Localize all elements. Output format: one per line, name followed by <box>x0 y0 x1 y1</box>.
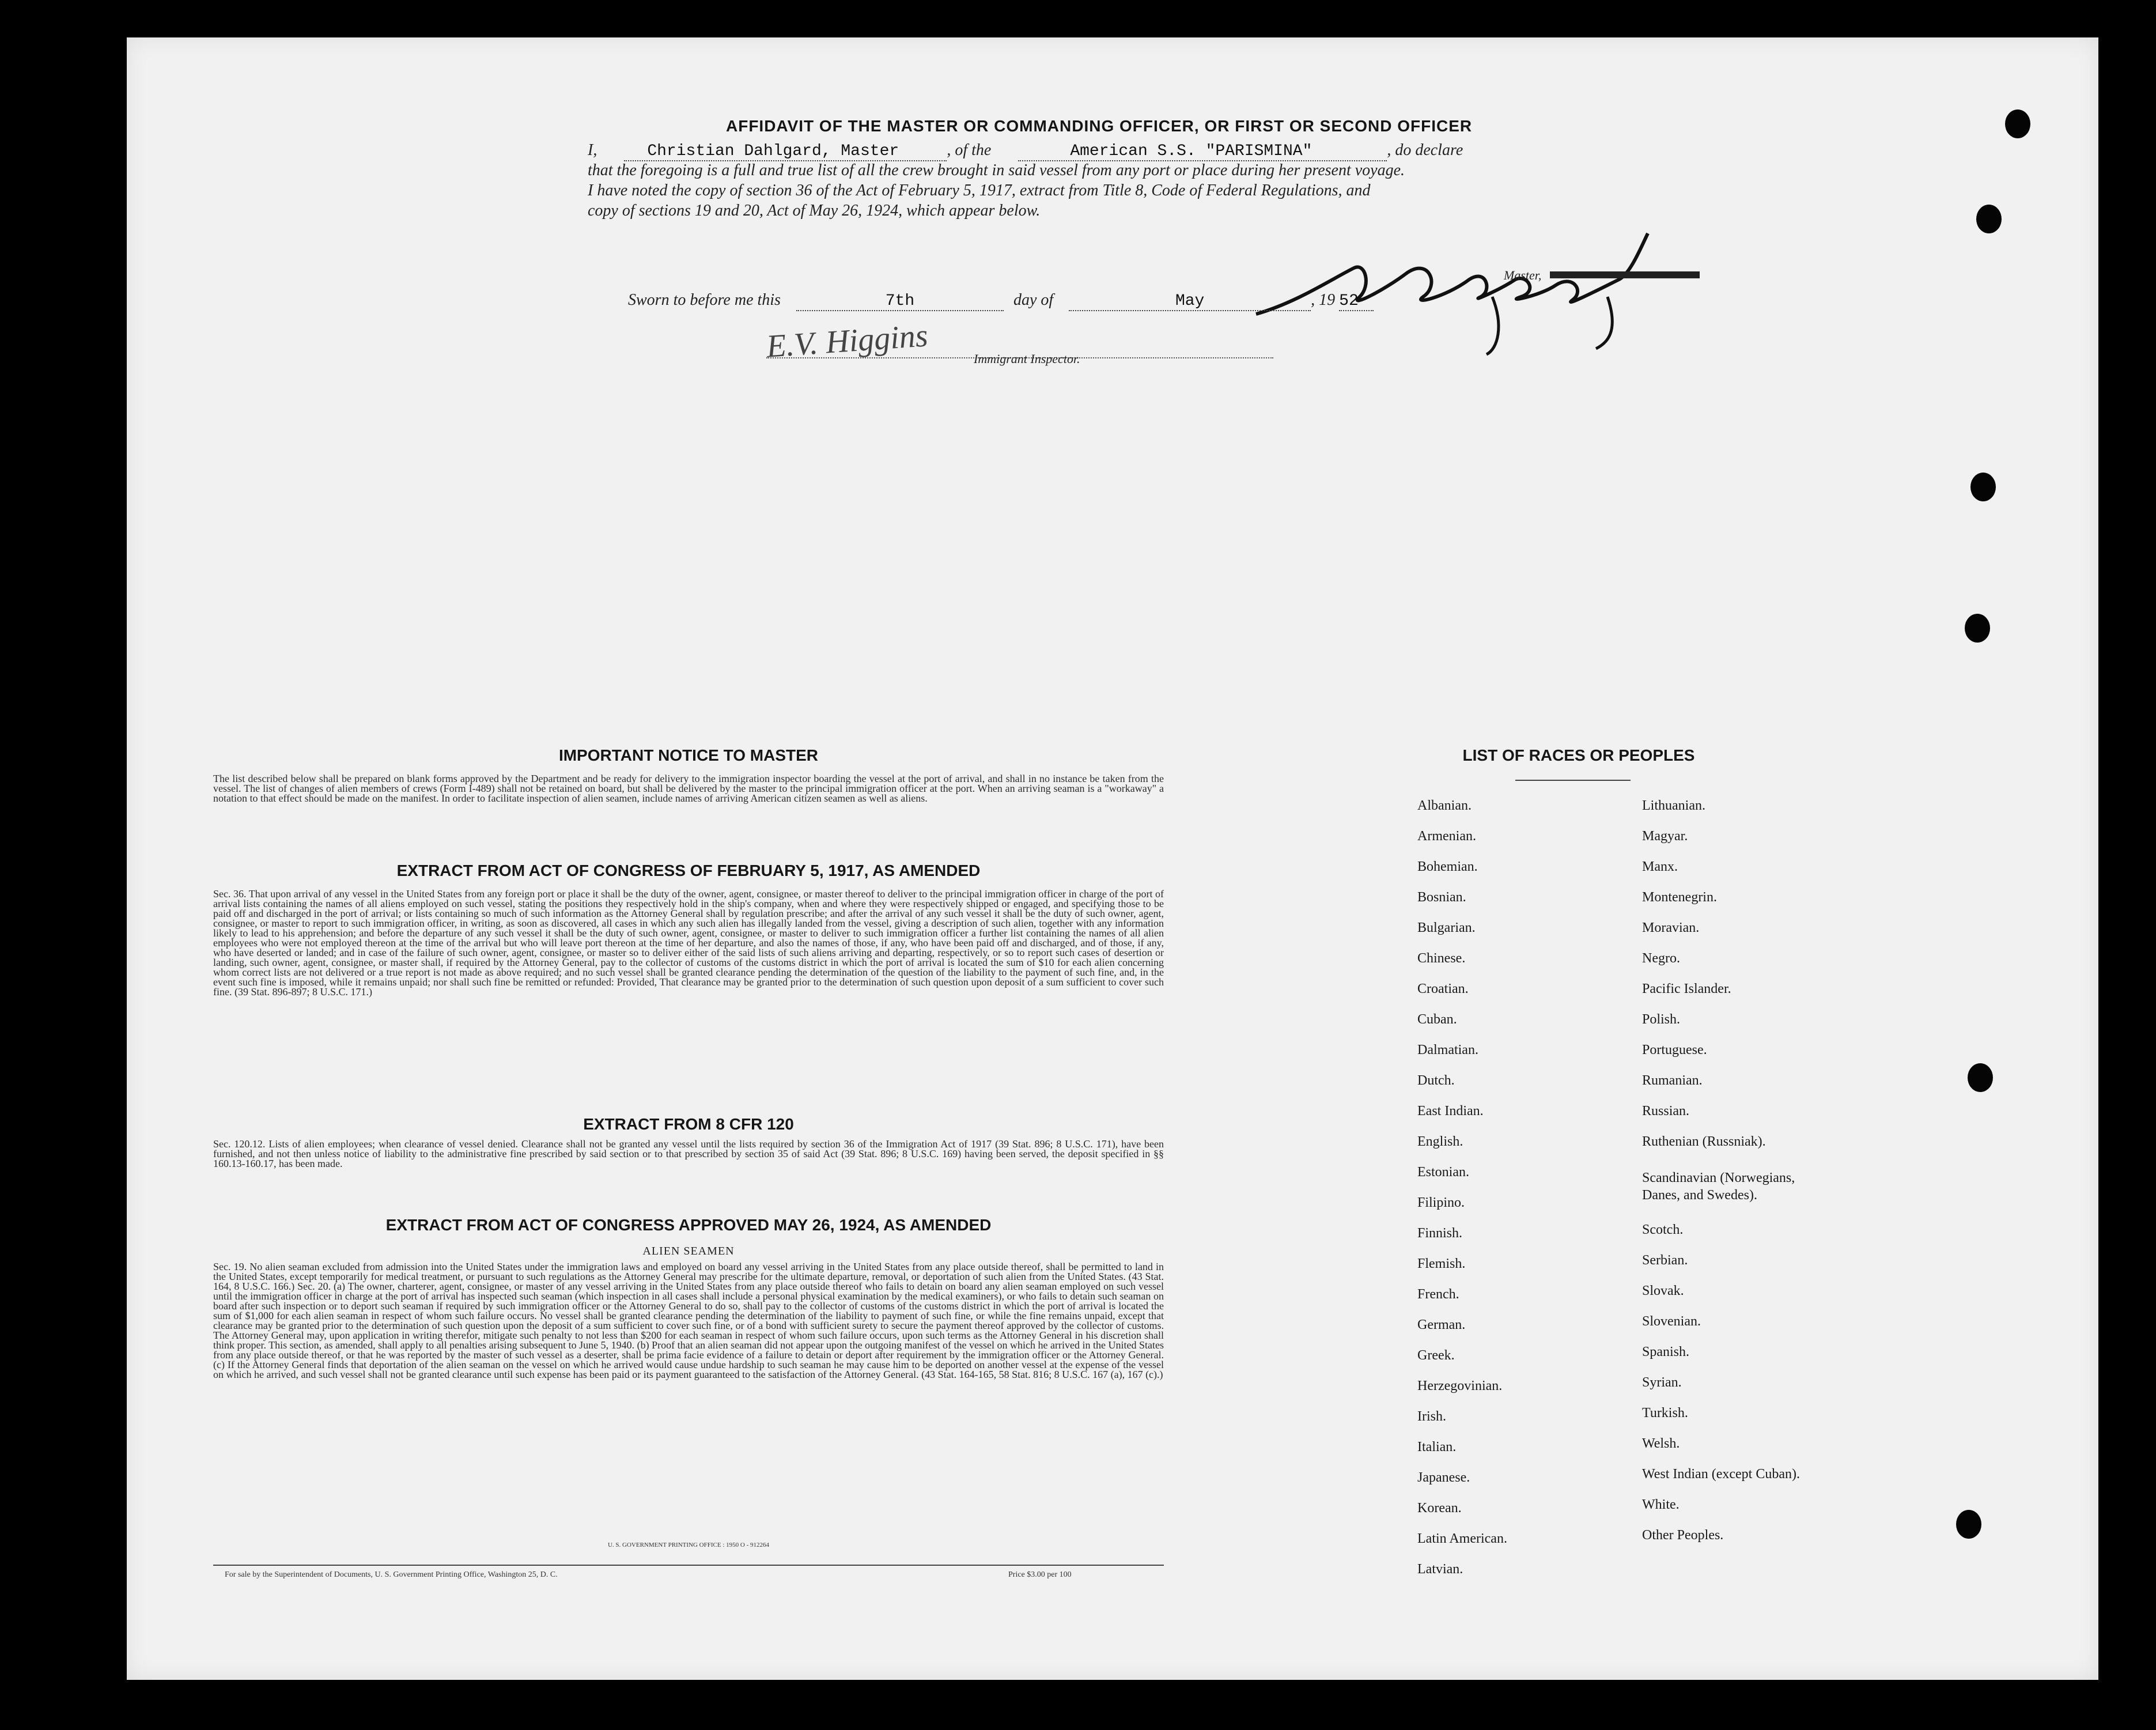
notice-text: The list described below shall be prepared on blank forms approved by the Department and be ready for delivery to the immigration inspector boarding the vessel at the port of arrival, and shall in no instance be taken from the vessel. The list of changes of alien members of crews (Form I-489) shall not be retained on board, but shall be delivered by the master to the principal immigration officer at the port. When an arriving seaman is a "workaway" a notation to that effect should be made on the manifest. In order to facilitate inspection of alien seamen, include names of arriving American citizen seamen as well as aliens. <box>213 773 1164 804</box>
extract-cfr-title: EXTRACT FROM 8 CFR 120 <box>583 1115 794 1133</box>
declaration-line-3: I have noted the copy of section 36 of the Act of February 5, 1917, extract from Title 8, Code of Federal Regulations, and <box>588 182 1371 199</box>
race-item: Herzegovinian. <box>1417 1378 1503 1393</box>
inspector-signature: E.V. Higgins <box>765 318 929 365</box>
document-page <box>127 37 2098 1680</box>
race-item: Filipino. <box>1417 1195 1465 1210</box>
race-item: Croatian. <box>1417 981 1469 996</box>
sworn-month-field: May <box>1175 292 1205 310</box>
race-item: Syrian. <box>1642 1375 1682 1390</box>
race-item: Negro. <box>1642 951 1680 966</box>
race-item: Latvian. <box>1417 1562 1463 1577</box>
race-item: Polish. <box>1642 1012 1681 1027</box>
race-item: Russian. <box>1642 1104 1690 1119</box>
race-item: Japanese. <box>1417 1470 1470 1485</box>
race-item: Scotch. <box>1642 1222 1684 1237</box>
race-item: Welsh. <box>1642 1436 1680 1451</box>
declaration-line-2: that the foregoing is a full and true list of all the crew brought in said vessel from any port or place during her present voyage. <box>588 161 1405 179</box>
extract-1924-title: EXTRACT FROM ACT OF CONGRESS APPROVED MAY 26, 1924, AS AMENDED <box>385 1216 992 1234</box>
race-item: Slovak. <box>1642 1283 1684 1298</box>
race-item: Lithuanian. <box>1642 798 1705 813</box>
master-name-field: Christian Dahlgard, Master <box>647 142 899 160</box>
race-item: German. <box>1417 1317 1466 1332</box>
extract-1917-title: EXTRACT FROM ACT OF CONGRESS OF FEBRUARY 5, 1917, AS AMENDED <box>396 862 981 879</box>
race-item: Estonian. <box>1417 1165 1469 1180</box>
master-label: Master, <box>1504 268 1542 282</box>
race-item: Flemish. <box>1417 1256 1466 1271</box>
sworn-label: Sworn to before me this <box>628 291 781 309</box>
race-item: White. <box>1642 1497 1680 1512</box>
race-item: Bohemian. <box>1417 859 1478 874</box>
race-item: Danes, and Swedes). <box>1642 1188 1757 1203</box>
race-item: Greek. <box>1417 1348 1455 1363</box>
binding-hole <box>1976 205 2002 233</box>
struck-out-title <box>1550 271 1700 278</box>
race-item: Scandinavian (Norwegians, <box>1642 1170 1795 1185</box>
race-item: West Indian (except Cuban). <box>1642 1467 1800 1482</box>
race-item: Serbian. <box>1642 1253 1688 1268</box>
races-rule <box>1515 780 1631 781</box>
race-item: Korean. <box>1417 1501 1462 1516</box>
binding-hole <box>1968 1063 1993 1092</box>
binding-hole <box>1956 1510 1981 1539</box>
races-title: LIST OF RACES OR PEOPLES <box>1462 746 1695 764</box>
race-item: Italian. <box>1417 1440 1457 1455</box>
race-item: Other Peoples. <box>1642 1528 1724 1543</box>
race-item: Turkish. <box>1642 1406 1688 1421</box>
affidavit-title: AFFIDAVIT OF THE MASTER OR COMMANDING OFFICER, OR FIRST OR SECOND OFFICER <box>726 117 1473 135</box>
race-item: Armenian. <box>1417 829 1476 844</box>
race-item: Latin American. <box>1417 1531 1507 1546</box>
race-item: Magyar. <box>1642 829 1688 844</box>
declaration-of-the: , of the <box>947 141 992 159</box>
race-item: Moravian. <box>1642 920 1700 935</box>
extract-1924-text: Sec. 19. No alien seaman excluded from admission into the United States under the immigration laws and employed on board any vessel arriving in the United States from any place outside thereof, shall be permitted to land in the United States, except temporarily for medical treatment, or pursuant to such regulations as the Attorney General may prescribe for the ultimate departure, removal, or deportation of such alien from the United States. (43 Stat. 164, 8 U.S.C. 166.) Sec. 20. (a) The owner, charterer, agent, consignee, or master of any vessel arriving in the United States from any place outside thereof who fails to detain on board any alien seaman employed on such vessel until the immigration officer in charge at the port of arrival has inspected such seaman (which inspection in all cases shall include a personal physical examination by the medical examiners), or who fails to detain such seaman on board after such inspection or to deport such seaman if required by such immigration officer or the Attorney General to do so, shall pay to the collector of customs of the customs district in which the port of arrival is located the sum of $1,000 for each alien seaman in respect of whom such failure occurs. No vessel shall be granted clearance pending the determination of the liability to payment of such fine, or while the fine remains unpaid, except that clearance may be granted prior to the determination of such question upon the deposit of a sum sufficient to cover such fine, or of a bond with sufficient surety to secure the payment thereof approved by the collector of customs. The Attorney General may, upon application in writing therefor, mitigate such penalty to not less than $200 for each seaman in respect of whom such failure occurs, upon such terms as the Attorney General in his discretion shall think proper. This section, as amended, shall apply to all penalties arising subsequent to June 5, 1940. (b) Proof that an alien seaman did not appear upon the outgoing manifest of the vessel on which he arrived in the United States from any place outside thereof, or that he was reported by the master of such vessel as a deserter, shall be prima facie evidence of a failure to detain or deport after requirement by the immigration officer or the Attorney General. (c) If the Attorney General finds that deportation of the alien seaman on the vessel on which he arrived would cause undue hardship to such seaman he may cause him to be deported on another vessel at the expense of the vessel on which he arrived, and such vessel shall not be granted clearance until such expense has been paid or its payment guaranteed to the satisfaction of the Attorney General. (43 Stat. 164-165, 58 Stat. 816; 8 U.S.C. 167 (a), 167 (c).) <box>213 1261 1164 1380</box>
footer-rule <box>213 1565 1164 1566</box>
race-item: Bosnian. <box>1417 890 1466 905</box>
binding-hole <box>2005 109 2030 138</box>
gpo-imprint: U. S. GOVERNMENT PRINTING OFFICE : 1950 O - 912264 <box>607 1542 769 1548</box>
race-item: Ruthenian (Russniak). <box>1642 1134 1766 1149</box>
race-item: Chinese. <box>1417 951 1466 966</box>
extract-cfr-text: Sec. 120.12. Lists of alien employees; when clearance of vessel denied. Clearance shall not be granted any vessel until the lists required by section 36 of the Immigration Act of 1917 (39 Stat. 896; 8 U.S.C. 171), have been furnished, and not then unless notice of liability to the administrative fine prescribed by said section or to that prescribed by section 35 of said Act (39 Stat. 896; 8 U.S.C. 169) having been served, the deposit specified in §§ 160.13-160.17, has been made. <box>213 1138 1164 1169</box>
notice-title: IMPORTANT NOTICE TO MASTER <box>558 746 819 764</box>
sworn-year-field: 52 <box>1339 292 1359 310</box>
footer-price: Price $3.00 per 100 <box>1008 1570 1072 1579</box>
race-item: Dutch. <box>1417 1073 1455 1088</box>
day-of-label: day of <box>1013 291 1054 309</box>
binding-hole <box>1970 473 1996 501</box>
race-item: Spanish. <box>1642 1344 1690 1359</box>
extract-1917-text: Sec. 36. That upon arrival of any vessel in the United States from any foreign port or place it shall be the duty of the owner, agent, consignee, or master thereof to deliver to the principal immigration officer in charge of the port of arrival lists containing the names of all aliens employed on such vessel, stating the positions they respectively hold in the ship's company, when and where they were respectively shipped or engaged, and specifying those to be paid off and discharged in the port of arrival; or lists containing so much of such information as the Attorney General shall by regulation prescribe; and after the arrival of any such vessel it shall be the duty of such owner, agent, consignee, or master to report to such immigration officer, in writing, as soon as discovered, all cases in which any such alien has illegally landed from the vessel, giving a description of such alien, together with any information likely to lead to his apprehension; and before the departure of any such vessel it shall be the duty of such owner, agent, consignee, or master to deliver to such immigration officer a further list containing the names of all alien employees who were not employed thereon at the time of the arrival but who will leave port thereon at the time of her departure, and also the names of those, if any, who have been paid off and discharged, and of those, if any, who have deserted or landed; and in case of the failure of such owner, agent, consignee, or master so to deliver either of the said lists of such aliens arriving and departing, respectively, or so to report such cases of desertion or landing, such owner, agent, consignee, or master shall, if required by the Attorney General, pay to the collector of customs of the customs district in which the port of arrival is located the sum of $10 for each alien concerning whom correct lists are not delivered or a true report is not made as above required; and no such vessel shall be granted clearance pending the determination of the question of the liability to the payment of such fine, and, in the event such fine is imposed, while it remains unpaid; nor shall such fine be remitted or refunded: Provided, That clearance may be granted prior to the determination of such question upon deposit of a sum sufficient to cover such fine. (39 Stat. 896-897; 8 U.S.C. 171.) <box>213 888 1164 998</box>
race-item: Portuguese. <box>1642 1042 1707 1057</box>
race-item: Albanian. <box>1417 798 1472 813</box>
declaration-do-declare: , do declare <box>1387 141 1463 159</box>
sworn-line <box>628 291 1374 311</box>
footer-sale-note: For sale by the Superintendent of Documents, U. S. Government Printing Office, Washington 25, D. C. <box>225 1570 558 1579</box>
race-item: Pacific Islander. <box>1642 981 1731 996</box>
extract-1924-subtitle: ALIEN SEAMEN <box>642 1245 735 1257</box>
race-item: East Indian. <box>1417 1104 1484 1119</box>
race-item: French. <box>1417 1287 1459 1302</box>
inspector-label: Immigrant Inspector. <box>974 352 1080 366</box>
race-item: Irish. <box>1417 1409 1446 1424</box>
race-item: Dalmatian. <box>1417 1042 1478 1057</box>
race-item: Slovenian. <box>1642 1314 1701 1329</box>
race-item: English. <box>1417 1134 1463 1149</box>
declaration-line-4: copy of sections 19 and 20, Act of May 26, 1924, which appear below. <box>588 202 1041 220</box>
vessel-name-field: American S.S. "PARISMINA" <box>1070 142 1312 160</box>
race-item: Manx. <box>1642 859 1678 874</box>
race-item: Finnish. <box>1417 1226 1463 1241</box>
race-item: Montenegrin. <box>1642 890 1717 905</box>
race-item: Cuban. <box>1417 1012 1457 1027</box>
declaration-i: I, <box>588 141 597 159</box>
race-item: Rumanian. <box>1642 1073 1703 1088</box>
year-prefix: , 19 <box>1311 291 1336 309</box>
binding-hole <box>1965 614 1990 643</box>
declaration-line-1 <box>588 141 1463 161</box>
race-item: Bulgarian. <box>1417 920 1476 935</box>
sworn-day-field: 7th <box>885 292 915 310</box>
